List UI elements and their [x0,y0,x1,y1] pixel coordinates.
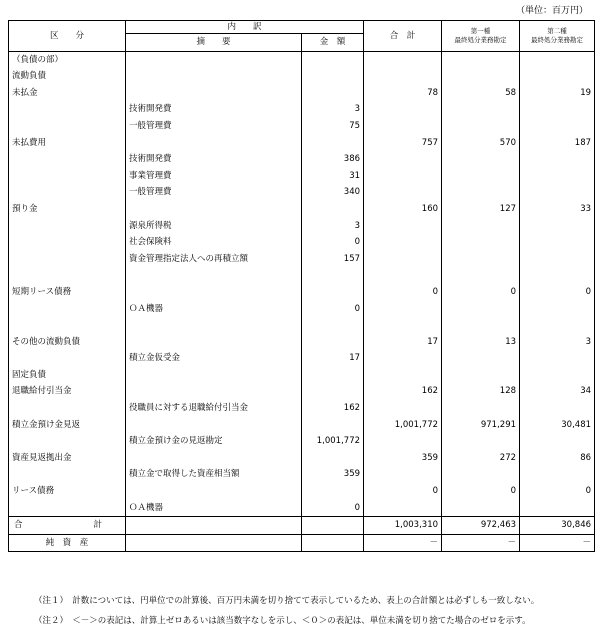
row-col1 [442,234,520,251]
table-row [9,284,595,301]
header-col2: 第二種 最終処分業務勘定 [520,21,595,52]
table-row [9,450,595,467]
row-kingaku: 162 [302,400,364,417]
total-col2: 30,846 [520,517,595,535]
row-kubun [9,168,126,185]
row-col2 [520,234,595,251]
row-col1 [442,118,520,135]
row-kingaku [302,201,364,218]
row-gokei: 359 [364,450,442,467]
row-gokei: 78 [364,85,442,102]
header-row [9,21,595,34]
row-col2 [520,101,595,118]
row-kingaku: 1,001,772 [302,433,364,450]
row-tekiyo [126,201,302,218]
row-col1: 0 [442,284,520,301]
row-col2 [520,466,595,483]
table-row [9,334,595,351]
row-gokei: 162 [364,383,442,400]
row-col1 [442,301,520,318]
row-tekiyo: 資金管理指定法人への再積立額 [126,251,302,268]
row-gokei [364,101,442,118]
header-gokei: 合 計 [364,21,442,52]
row-gokei [364,433,442,450]
row-kubun [9,118,126,135]
row-kubun [9,101,126,118]
row-gokei [364,184,442,201]
row-col2 [520,350,595,367]
row-kubun [9,267,126,284]
row-kubun: （負債の部） [9,51,126,68]
row-col1 [442,317,520,334]
table-row [9,151,595,168]
row-tekiyo [126,483,302,500]
total-gokei: 1,003,310 [364,517,442,535]
row-kubun: 預り金 [9,201,126,218]
row-tekiyo [126,68,302,85]
table-row [9,85,595,102]
row-col2 [520,317,595,334]
row-tekiyo [126,334,302,351]
row-col1: 971,291 [442,417,520,434]
row-tekiyo: 積立金仮受金 [126,350,302,367]
row-gokei: 160 [364,201,442,218]
row-col1 [442,51,520,68]
row-kingaku [302,450,364,467]
row-col1 [442,101,520,118]
row-kingaku [302,85,364,102]
row-tekiyo: 役職員に対する退職給付引当金 [126,400,302,417]
row-kingaku [302,367,364,384]
row-gokei [364,400,442,417]
table-row [9,500,595,517]
row-kingaku: 0 [302,301,364,318]
liabilities-table [8,20,595,552]
table-row [9,317,595,334]
row-tekiyo: 社会保険料 [126,234,302,251]
table-row [9,51,595,68]
row-kingaku: 0 [302,500,364,517]
table-row [9,218,595,235]
row-kubun: 流動負債 [9,68,126,85]
row-tekiyo [126,367,302,384]
row-gokei [364,466,442,483]
row-tekiyo: 技術開発費 [126,151,302,168]
header-kingaku: 金 額 [302,34,364,52]
row-col2: 33 [520,201,595,218]
row-col2 [520,151,595,168]
row-gokei [364,350,442,367]
unit-label: （単位：百万円） [515,6,588,16]
table-row [9,234,595,251]
row-col2 [520,301,595,318]
row-gokei [364,500,442,517]
row-col1: 127 [442,201,520,218]
table-row [9,367,595,384]
note-1: （注１） 計数については、円単位での計算後、百万円未満を切り捨てて表示しているため、表上の合計額とは必ずしも一致しない。 [34,596,540,606]
row-col1: 570 [442,135,520,152]
row-col2: 3 [520,334,595,351]
row-col2: 34 [520,383,595,400]
row-tekiyo: 積立金預け金の見返勘定 [126,433,302,450]
row-gokei [364,267,442,284]
table-row [9,417,595,434]
row-col1 [442,168,520,185]
row-col2 [520,267,595,284]
row-gokei [364,367,442,384]
row-tekiyo: 一般管理費 [126,118,302,135]
net-gokei: － [364,534,442,552]
row-tekiyo: 一般管理費 [126,184,302,201]
row-kubun: 資産見返拠出金 [9,450,126,467]
table-row [9,251,595,268]
row-tekiyo [126,135,302,152]
row-kubun [9,151,126,168]
row-kubun [9,251,126,268]
net-assets-row [9,534,595,552]
header-col1: 第一種 最終処分業務勘定 [442,21,520,52]
row-col1 [442,184,520,201]
table-row [9,400,595,417]
row-kingaku: 386 [302,151,364,168]
net-col1: － [442,534,520,552]
row-kingaku [302,417,364,434]
row-gokei [364,251,442,268]
row-col1: 272 [442,450,520,467]
row-col2 [520,400,595,417]
row-tekiyo [126,85,302,102]
row-col2 [520,367,595,384]
row-kubun: 固定負債 [9,367,126,384]
net-label: 純 資 産 [9,534,126,552]
row-kubun: その他の流動負債 [9,334,126,351]
row-gokei [364,234,442,251]
row-col2: 19 [520,85,595,102]
row-kubun: 未払費用 [9,135,126,152]
row-col2: 30,481 [520,417,595,434]
row-kingaku [302,68,364,85]
header-kubun: 区 分 [9,21,126,52]
row-gokei [364,118,442,135]
row-kubun [9,500,126,517]
row-kingaku [302,334,364,351]
row-kingaku: 0 [302,234,364,251]
row-kingaku [302,383,364,400]
row-kubun: 短期リース債務 [9,284,126,301]
row-col2 [520,68,595,85]
row-col1 [442,350,520,367]
row-tekiyo [126,417,302,434]
header-uchiwake: 内 訳 [126,21,364,34]
row-kubun: 積立金預け金見返 [9,417,126,434]
row-kubun [9,184,126,201]
row-col1: 0 [442,483,520,500]
row-kingaku: 340 [302,184,364,201]
row-col1 [442,251,520,268]
table-row [9,118,595,135]
row-gokei [364,151,442,168]
table-row [9,383,595,400]
row-kubun [9,400,126,417]
row-kingaku [302,317,364,334]
table-body [9,51,595,517]
row-kubun [9,301,126,318]
row-kingaku: 3 [302,218,364,235]
row-kingaku: 3 [302,101,364,118]
row-col1 [442,218,520,235]
row-kingaku [302,284,364,301]
table-row [9,135,595,152]
row-kingaku [302,51,364,68]
table-row [9,350,595,367]
row-col2 [520,184,595,201]
row-col1 [442,367,520,384]
row-tekiyo: 積立金で取得した資産相当額 [126,466,302,483]
row-col1 [442,400,520,417]
table-row [9,101,595,118]
row-gokei [364,301,442,318]
row-col1 [442,466,520,483]
row-tekiyo: 事業管理費 [126,168,302,185]
row-gokei [364,168,442,185]
row-col2: 187 [520,135,595,152]
row-tekiyo [126,450,302,467]
row-kubun [9,218,126,235]
total-col1: 972,463 [442,517,520,535]
row-col1 [442,68,520,85]
total-label: 合 計 [9,517,126,535]
row-kingaku [302,135,364,152]
row-gokei [364,218,442,235]
row-kingaku: 75 [302,118,364,135]
table-row [9,68,595,85]
row-col2 [520,51,595,68]
table-row [9,433,595,450]
table-row [9,301,595,318]
row-col1: 13 [442,334,520,351]
table-row [9,466,595,483]
row-col2 [520,168,595,185]
note-2: （注２） ＜－＞の表記は、計算上ゼロあるいは該当数字なしを示し、＜０＞の表記は、単位未満を切り捨てた場合のゼロを示す。 [34,616,531,626]
row-kubun: 退職給付引当金 [9,383,126,400]
row-col2 [520,251,595,268]
header-tekiyo: 摘 要 [126,34,302,52]
row-kingaku: 31 [302,168,364,185]
row-gokei [364,68,442,85]
row-kubun [9,350,126,367]
row-col2 [520,500,595,517]
row-kubun [9,433,126,450]
row-tekiyo [126,51,302,68]
row-kubun [9,234,126,251]
row-tekiyo [126,317,302,334]
table-row [9,267,595,284]
row-col1: 58 [442,85,520,102]
row-kingaku [302,267,364,284]
row-tekiyo [126,284,302,301]
row-col1 [442,500,520,517]
row-tekiyo: ＯＡ機器 [126,301,302,318]
row-col2: 0 [520,284,595,301]
row-gokei: 17 [364,334,442,351]
row-gokei [364,51,442,68]
row-tekiyo [126,383,302,400]
row-col2 [520,433,595,450]
row-kubun [9,317,126,334]
table-row [9,483,595,500]
row-gokei: 0 [364,284,442,301]
row-tekiyo: ＯＡ機器 [126,500,302,517]
table-row [9,184,595,201]
row-col2 [520,218,595,235]
row-kingaku: 17 [302,350,364,367]
table-row [9,201,595,218]
row-kubun: リース債務 [9,483,126,500]
row-kubun [9,466,126,483]
row-tekiyo: 技術開発費 [126,101,302,118]
row-kingaku [302,483,364,500]
row-tekiyo [126,267,302,284]
row-col1 [442,267,520,284]
row-gokei: 757 [364,135,442,152]
row-col1 [442,151,520,168]
row-kingaku: 157 [302,251,364,268]
total-row [9,517,595,535]
row-col1: 128 [442,383,520,400]
row-col2 [520,118,595,135]
row-col2: 0 [520,483,595,500]
row-gokei: 1,001,772 [364,417,442,434]
notes [34,591,539,631]
row-gokei: 0 [364,483,442,500]
row-col2: 86 [520,450,595,467]
table-row [9,168,595,185]
row-tekiyo: 源泉所得税 [126,218,302,235]
row-gokei [364,317,442,334]
row-col1 [442,433,520,450]
net-col2: － [520,534,595,552]
row-kingaku: 359 [302,466,364,483]
row-kubun: 未払金 [9,85,126,102]
